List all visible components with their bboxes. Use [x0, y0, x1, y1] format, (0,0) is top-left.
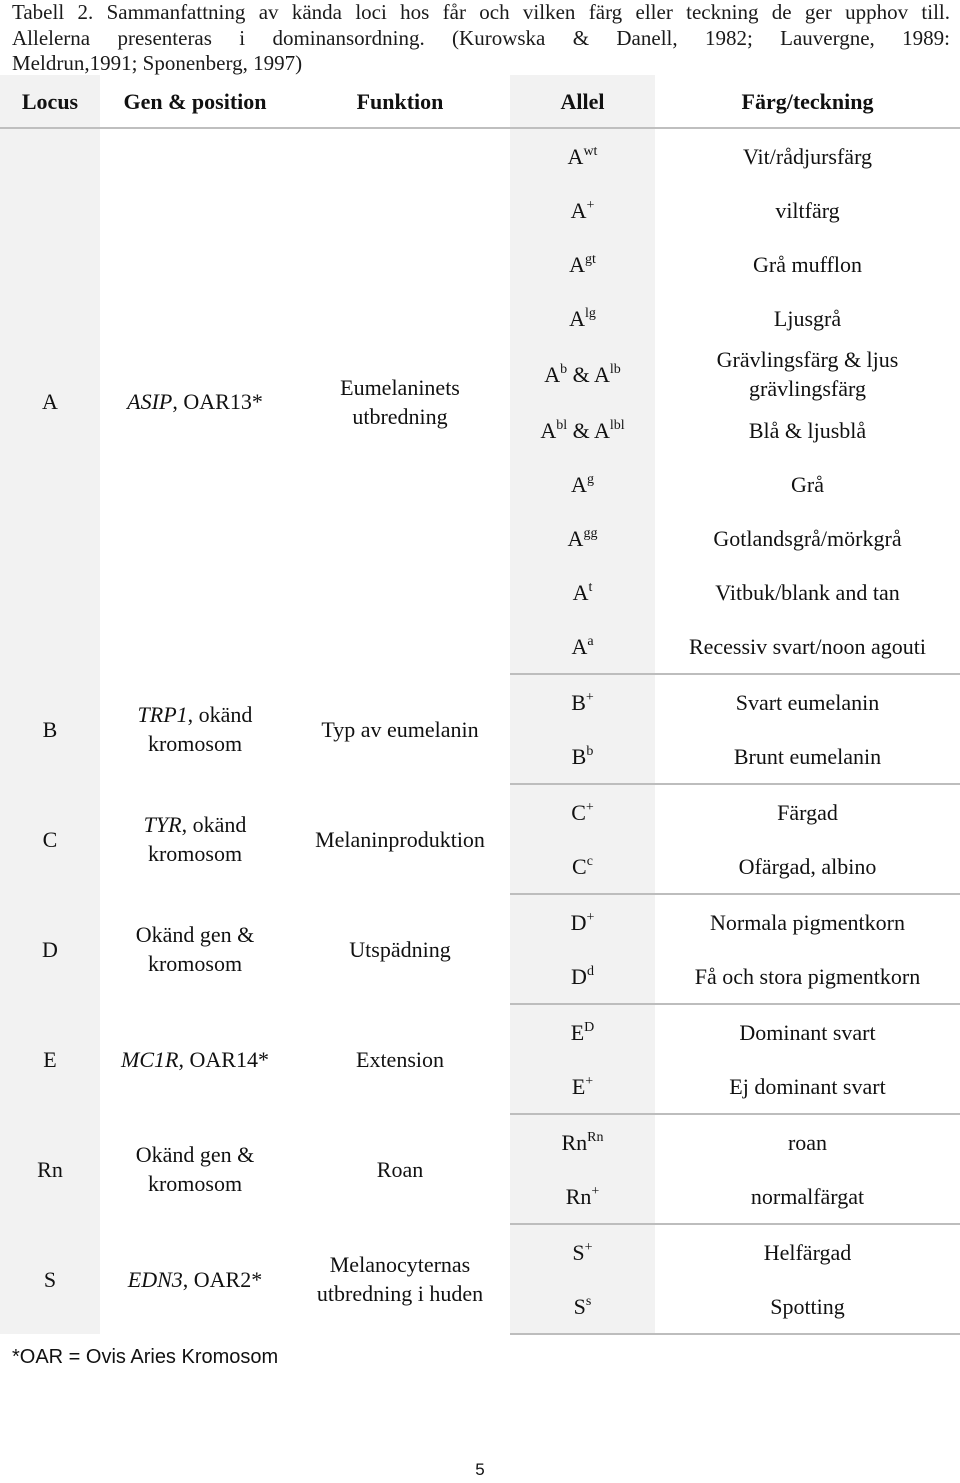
- color-cell: Blå & ljusblå: [748, 417, 867, 443]
- gene-cell: [100, 1114, 290, 1224]
- locus-cell: B: [0, 674, 100, 784]
- allele-cell: [510, 565, 655, 619]
- allele-superscript: b: [586, 743, 594, 759]
- gene-cell: [100, 1004, 290, 1114]
- allele-superscript: +: [586, 909, 595, 925]
- allele-superscript: +: [585, 799, 594, 815]
- gene-symbol: ASIP: [127, 389, 173, 414]
- table-row: [0, 1114, 960, 1169]
- allele-cell: [510, 457, 655, 511]
- table-row: [0, 128, 960, 183]
- table-body: [0, 128, 960, 1334]
- allele-separator: &: [567, 417, 594, 443]
- gene-cell: [100, 674, 290, 784]
- color-cell: Ljusgrå: [773, 305, 842, 331]
- color-cell: Färgad: [777, 799, 838, 825]
- header-gene: Gen & position: [100, 75, 290, 128]
- allele-superscript: t: [588, 579, 593, 595]
- allele-superscript: a: [587, 633, 594, 649]
- allele-separator: &: [567, 361, 594, 387]
- allele-superscript: s: [585, 1293, 592, 1309]
- function-cell: Eumelaninets utbredning: [340, 374, 460, 429]
- allele-cell: [510, 894, 655, 949]
- allele-cell: [510, 1279, 655, 1334]
- gene-cell: [100, 128, 290, 674]
- allele-cell: [510, 784, 655, 839]
- color-cell: Brunt eumelanin: [655, 729, 960, 784]
- allele-base: A: [544, 361, 561, 387]
- allele-base: E: [571, 1073, 586, 1099]
- function-cell: Extension: [356, 1046, 444, 1072]
- allele-superscript-2: lbl: [609, 417, 625, 433]
- allele-base: S: [573, 1293, 586, 1319]
- allele-base: Rn: [565, 1183, 592, 1209]
- gene-cell: [100, 1224, 290, 1334]
- allele-base: D: [571, 963, 587, 989]
- table-row: [0, 1224, 960, 1279]
- allele-base: A: [571, 633, 588, 659]
- allele-superscript: lg: [585, 305, 596, 321]
- allele-base-2: A: [594, 417, 610, 443]
- allele-cell: [510, 619, 655, 674]
- gene-position: , OAR2*: [182, 1266, 263, 1292]
- table-row: [0, 784, 960, 839]
- header-color: Färg/teckning: [655, 75, 960, 128]
- caption-line-2: Allelerna presenteras i dominansordning. (Kurowska & Danell, 1982; Lauvergne, 1989:: [12, 25, 950, 50]
- allele-base: B: [571, 743, 587, 769]
- gene-position: , OAR13*: [172, 389, 263, 414]
- allele-base: A: [571, 471, 587, 497]
- color-cell: Ofärgad, albino: [655, 839, 960, 894]
- locus-cell: S: [0, 1224, 100, 1334]
- allele-cell: [510, 674, 655, 729]
- gene-cell: [100, 784, 290, 894]
- gene-position: , okänd kromosom: [147, 812, 247, 866]
- allele-superscript: wt: [583, 143, 598, 159]
- function-cell: Melaninproduktion: [315, 826, 485, 852]
- gene-symbol: TYR: [143, 812, 182, 837]
- color-cell: Grå: [791, 471, 824, 497]
- allele-cell: [510, 949, 655, 1004]
- allele-superscript: b: [560, 361, 568, 377]
- gene-symbol: EDN3: [127, 1266, 183, 1292]
- locus-cell: Rn: [0, 1114, 100, 1224]
- color-cell: Dominant svart: [739, 1019, 876, 1045]
- allele-base: C: [572, 853, 587, 879]
- allele-cell: [510, 839, 655, 894]
- color-cell: Helfärgad: [763, 1239, 852, 1265]
- locus-cell: C: [0, 784, 100, 894]
- header-allele: Allel: [510, 75, 655, 128]
- allele-cell: [510, 1114, 655, 1169]
- loci-table: [0, 75, 960, 1335]
- allele-cell: [510, 291, 655, 345]
- color-cell: roan: [787, 1129, 828, 1155]
- allele-superscript: +: [585, 689, 594, 705]
- header-function: Funktion: [290, 75, 510, 128]
- allele-superscript: +: [586, 197, 595, 213]
- gene-position: Okänd gen & kromosom: [135, 922, 255, 976]
- allele-superscript: D: [584, 1019, 595, 1035]
- allele-cell: [510, 1059, 655, 1114]
- gene-position: , okänd kromosom: [147, 702, 253, 756]
- gene-cell: [100, 894, 290, 1004]
- allele-cell: [510, 1169, 655, 1224]
- allele-cell: [510, 183, 655, 237]
- color-cell: Vit/rådjursfärg: [742, 143, 872, 169]
- allele-base: B: [571, 689, 586, 715]
- allele-superscript: gg: [583, 525, 598, 541]
- color-cell: viltfärg: [775, 197, 840, 223]
- allele-superscript: gt: [585, 251, 596, 267]
- footnote: *OAR = Ovis Aries Kromosom: [12, 1346, 279, 1368]
- allele-superscript: +: [591, 1183, 600, 1199]
- allele-base: A: [569, 251, 585, 277]
- gene-symbol: TRP1: [137, 702, 188, 727]
- allele-base-2: A: [594, 361, 610, 387]
- gene-position: , OAR14*: [178, 1046, 269, 1072]
- color-cell: Normala pigmentkorn: [710, 909, 905, 935]
- allele-base: A: [567, 525, 584, 551]
- allele-superscript: d: [586, 963, 594, 979]
- table-row: [0, 1004, 960, 1059]
- allele-base: A: [569, 305, 585, 331]
- header-locus: Locus: [0, 75, 100, 128]
- allele-superscript: c: [586, 853, 593, 869]
- function-cell: Melanocyternas utbredning i huden: [316, 1252, 484, 1306]
- table-caption: [12, 0, 950, 77]
- color-cell: Ej dominant svart: [655, 1059, 960, 1114]
- caption-line-1: Tabell 2. Sammanfattning av kända loci hos får och vilken färg eller teckning de ger upphov till.: [12, 0, 950, 24]
- color-cell: Gotlandsgrå/mörkgrå: [713, 525, 902, 551]
- allele-superscript: bl: [556, 417, 568, 433]
- allele-cell: [510, 511, 655, 565]
- allele-base: A: [567, 143, 584, 169]
- allele-base: A: [540, 417, 557, 443]
- color-cell: Grävlingsfärg & ljus grävlingsfärg: [716, 347, 899, 401]
- allele-superscript: +: [584, 1239, 593, 1255]
- color-cell: Svart eumelanin: [735, 689, 880, 715]
- locus-cell: D: [0, 894, 100, 1004]
- function-cell: Utspädning: [349, 936, 451, 962]
- allele-base: A: [572, 579, 589, 605]
- allele-cell: [510, 403, 655, 457]
- allele-superscript: +: [585, 1073, 594, 1089]
- color-cell: Recessiv svart/noon agouti: [655, 619, 960, 674]
- color-cell: Grå mufflon: [753, 251, 862, 277]
- allele-superscript: Rn: [587, 1129, 604, 1145]
- table-header-row: [0, 75, 960, 128]
- allele-base: A: [570, 197, 587, 223]
- allele-superscript-2: lb: [609, 361, 621, 377]
- color-cell: normalfärgat: [655, 1169, 960, 1224]
- allele-base: S: [572, 1239, 585, 1265]
- table-row: [0, 894, 960, 949]
- page-number: 5: [475, 1460, 485, 1479]
- caption-line-3: Meldrun,1991; Sponenberg, 1997): [12, 51, 303, 75]
- gene-symbol: MC1R: [121, 1046, 179, 1072]
- allele-cell: [510, 1004, 655, 1059]
- locus-cell: E: [0, 1004, 100, 1114]
- table-row: [0, 674, 960, 729]
- gene-position: Okänd gen & kromosom: [135, 1142, 255, 1196]
- color-cell: Få och stora pigmentkorn: [655, 949, 960, 1004]
- allele-superscript: g: [586, 471, 594, 487]
- allele-cell: [510, 345, 655, 403]
- allele-base: E: [570, 1019, 585, 1045]
- allele-cell: [510, 237, 655, 291]
- color-cell: Vitbuk/blank and tan: [715, 579, 900, 605]
- color-cell: Spotting: [655, 1279, 960, 1334]
- locus-cell: A: [0, 128, 100, 674]
- allele-cell: [510, 128, 655, 183]
- allele-base: Rn: [561, 1129, 588, 1155]
- allele-cell: [510, 729, 655, 784]
- allele-cell: [510, 1224, 655, 1279]
- allele-base: C: [571, 799, 586, 825]
- function-cell: Typ av eumelanin: [321, 716, 479, 742]
- allele-base: D: [570, 909, 587, 935]
- function-cell: Roan: [376, 1156, 424, 1182]
